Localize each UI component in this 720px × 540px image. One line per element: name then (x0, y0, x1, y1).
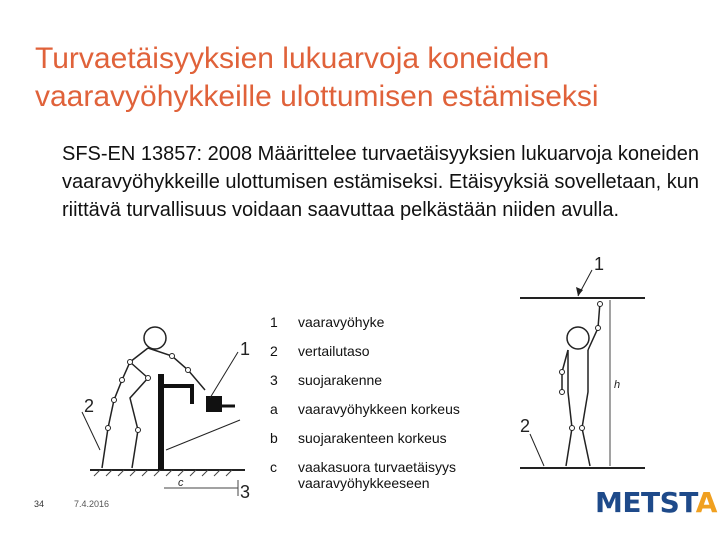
legend-key: 1 (270, 314, 278, 330)
figure-legend (270, 314, 500, 491)
logo-part: A (695, 486, 717, 519)
footer-date: 7.4.2016 (74, 499, 110, 509)
page-number: 34 (34, 499, 45, 509)
logo-part: MET (595, 486, 660, 519)
legend-item (270, 314, 500, 343)
legend-text: vaaravyöhyke (298, 314, 385, 330)
metsta-logo (595, 487, 717, 519)
figure-right-label-1: 1 (594, 254, 605, 274)
figure-left-label-2: 2 (84, 396, 95, 416)
legend-item (270, 343, 500, 372)
legend-item (270, 430, 500, 459)
reach-over-figure (60, 300, 250, 500)
legend-key: 3 (270, 372, 278, 388)
legend-key: a (270, 401, 278, 417)
legend-item (270, 372, 500, 401)
figure-right-label-h: h (614, 379, 621, 391)
figure-left-label-c: c (178, 477, 184, 489)
figure-right-label-2: 2 (520, 416, 531, 436)
legend-item (270, 401, 500, 430)
legend-text: vaakasuora turvaetäisyys vaaravyöhykkeeseen (298, 459, 456, 491)
legend-item (270, 459, 500, 491)
figure-left-label-3: 3 (240, 482, 250, 500)
legend-key: c (270, 459, 277, 475)
slide-body-text: SFS-EN 13857: 2008 Määrittelee turvaetäisyyksien lukuarvoja koneiden vaaravyöhykkeille ulottumisen estämiseksi. Etäisyyksiä sovelletaan, kun riittävä turvallisuus voidaan saavuttaa pelkästään niiden avulla. (62, 143, 700, 221)
legend-key: b (270, 430, 278, 446)
slide-title: Turvaetäisyyksien lukuarvoja koneiden vaaravyöhykkeille ulottumisen estämiseksi (35, 42, 599, 113)
legend-text: vaaravyöhykkeen korkeus (298, 401, 460, 417)
legend-text: suojarakenteen korkeus (298, 430, 447, 446)
legend-text: vertailutaso (298, 343, 370, 359)
legend-text: suojarakenne (298, 372, 383, 388)
legend-key: 2 (270, 343, 278, 359)
figure-left-label-1: 1 (240, 339, 250, 359)
logo-part: ST (659, 486, 696, 519)
reach-up-figure (500, 252, 650, 484)
